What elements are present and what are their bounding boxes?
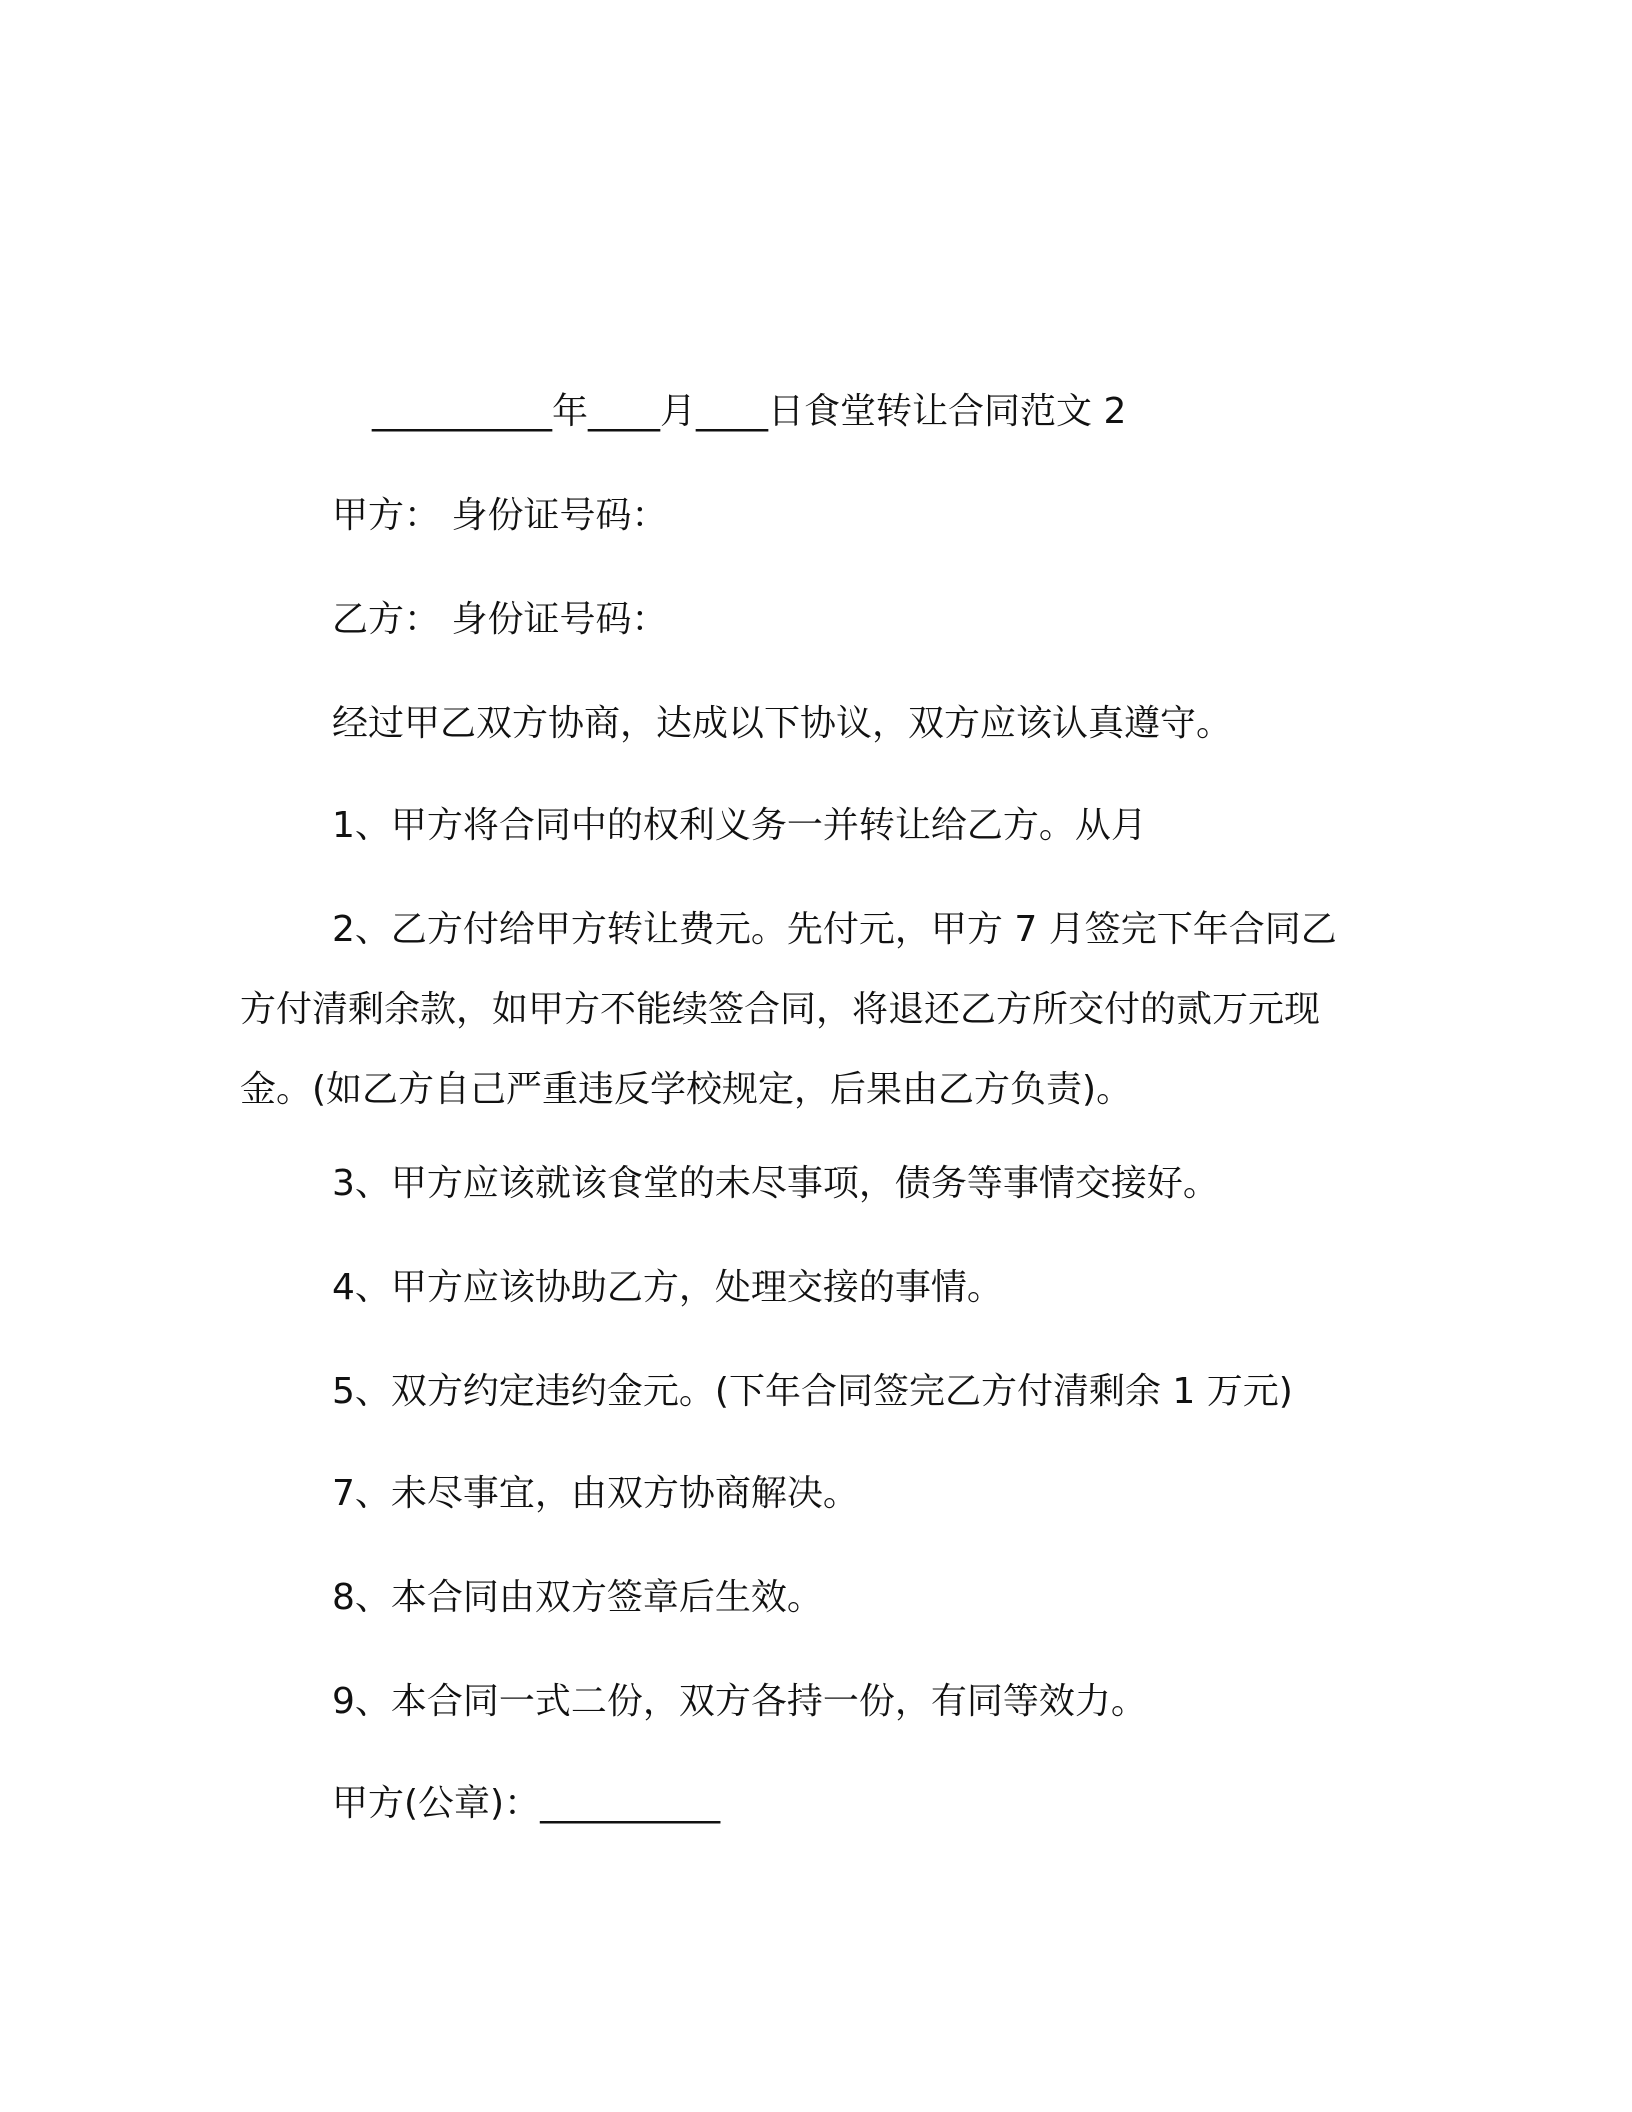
clause-5: 5、双方约定违约金元。(下年合同签完乙方付清剩余 1 万元) [332, 1371, 1293, 1412]
party-a-line: 甲方： 身份证号码： [332, 495, 668, 536]
party-a-signature-line: 甲方(公章)：__________ [332, 1783, 721, 1824]
clause-2: 2、乙方付给甲方转让费元。先付元，甲方 7 月签完下年合同乙方付清剩余款，如甲方不能续签合同，将退还乙方所交付的贰万元现金。(如乙方自己严重违反学校规定，后果由乙方负责)。 [240, 909, 1337, 1110]
clause-9: 9、本合同一式二份，双方各持一份，有同等效力。 [332, 1681, 1147, 1722]
clause-1: 1、甲方将合同中的权利义务一并转让给乙方。从月 [332, 805, 1147, 846]
clause-7: 7、未尽事宜，由双方协商解决。 [332, 1473, 859, 1514]
clause-3: 3、甲方应该就该食堂的未尽事项，债务等事情交接好。 [332, 1163, 1219, 1204]
clause-4: 4、甲方应该协助乙方，处理交接的事情。 [332, 1267, 1003, 1308]
document-title: __________年____月____日食堂转让合同范文 2 [372, 391, 1127, 432]
clause-8: 8、本合同由双方签章后生效。 [332, 1577, 823, 1618]
party-b-line: 乙方： 身份证号码： [332, 599, 668, 640]
intro-paragraph: 经过甲乙双方协商，达成以下协议，双方应该认真遵守。 [332, 703, 1233, 744]
